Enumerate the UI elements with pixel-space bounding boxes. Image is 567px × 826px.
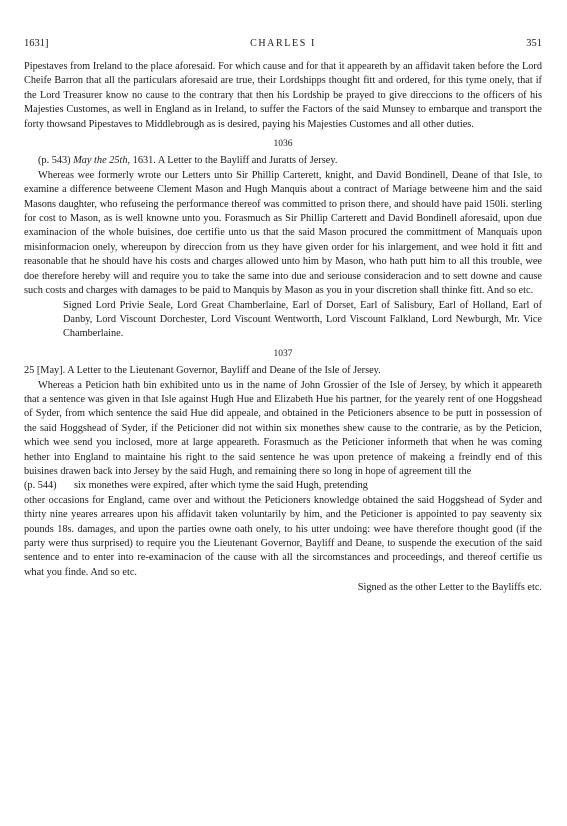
entry-1037-date: 25 [May]. bbox=[24, 365, 66, 377]
entry-1037-page-ref: (p. 544) bbox=[24, 480, 57, 492]
entry-1037-signed: Signed as the other Letter to the Bayliffs etc. bbox=[357, 582, 542, 594]
entry-1036-page-ref: (p. 543) bbox=[38, 155, 71, 167]
entry-1037-body-part3: other occasions for England, came over and without the Peticioners knowledge obtained the said Hoggshead of Syder and thirty nine yeares arreares upon his affidavit taken voluntarily by him, and the Peticioner is appointed to pay seaventy six pounds 18s. damages, and upon the parties owne oath onely, to his utter undoing: wee have therefore thought good (if the party were thus surprised) to require you the Lieutenant Governor, Bayliff and Deane, to suspende the execution of the said sentence and to enter into re-examinacion of the cause with all the sircomstances and proceedings, and thereof certifie us what you finde. And so etc. bbox=[24, 494, 542, 578]
entry-1036-date: May the 25th, bbox=[73, 155, 131, 167]
running-head-title: CHARLES I bbox=[250, 38, 316, 49]
page-body bbox=[24, 60, 542, 596]
entry-1037-body-margin-line: six monethes were expired, after which tyme the said Hugh, pretending bbox=[74, 480, 368, 492]
entry-number-1037: 1037 bbox=[273, 348, 293, 359]
entry-number-1036: 1036 bbox=[273, 139, 293, 150]
entry-1036-heading-text: 1631. A Letter to the Bayliff and Juratts of Jersey. bbox=[132, 155, 338, 167]
entry-1037-heading bbox=[24, 364, 542, 378]
entry-1037-marginal-row bbox=[24, 479, 542, 493]
entry-1037-body-part1: Whereas a Peticion hath bin exhibited unto us in the name of John Grossier of the Isle of Jersey, by which it appeareth that a sentence was given in that Isle against Hugh Hue and Elizabeth Hue his partner, for the yearely rent of one Hoggshead of Syder, from which sentence the said Hue did appeale, and obtained in the Peticioners absence to be putt in possession of the said Hoggshead of Syder, if the Peticioner did not within six monethes shew cause to the contrarie, as by the Peticion, which wee send you inclosed, more at large appeareth. Forasmuch as the Peticioner informeth that when he was coming hether into England to maintaine his right to the said sentence he was upon pretence of makeing a freindly end of this buisines drawen back into Jersey by the said Hugh, and remaining there so long in hope of agreement till the bbox=[24, 379, 542, 477]
entry-1036-signatories bbox=[63, 299, 542, 342]
entry-1037-heading-text: A Letter to the Lieutenant Governor, Bayliff and Deane of the Isle of Jersey. bbox=[67, 365, 381, 377]
entry-1036-body: Whereas wee formerly wrote our Letters unto Sir Phillip Carterett, knight, and David Bondinell, Deane of that Isle, to examine a difference betweene Clement Mason and Hugh Manquis about a contract of Mariage betweene him and the said Masons daughter, who refuseing the performance thereof was committed to prison there, and should have paid 150li. sterling for cost to Mason, as is well knowne unto you. Forasmuch as Sir Phillip Carterett and David Bondinell aforesaid, upon due examinacion of the whole buisines, doe certifie unto us that the said Mason procured the committment of Manquais upon misinformacion onely, whereupon by direccion from us they have given order for his inlargement, and wee hold it fitt and reasonable that he should have his costs and charges allowed unto him by Mason, who hath putt him to all this trouble, wee doe therefore hereby will and require you to take the same into due and seriouse consideracion and to sett downe and cause such costs and charges with damages to be paid to Manquis by Mason as you in your discretion shall thinke fitt. And so etc. bbox=[24, 169, 542, 297]
running-head-year: 1631] bbox=[24, 38, 49, 49]
entry-1036-heading bbox=[24, 154, 542, 168]
page-number: 351 bbox=[526, 38, 542, 49]
running-head bbox=[24, 38, 542, 54]
entry-1036-signed-text: Signed Lord Privie Seale, Lord Great Chamberlaine, Earl of Dorset, Earl of Salisbury, Earl of Holland, Earl of Danby, Lord Viscount Dorchester, Lord Viscount Wentworth, Lord Viscount Falkland, Lord Newburgh, Mr. Vice Chamberlaine. bbox=[63, 299, 542, 340]
intro-paragraph: Pipestaves from Ireland to the place aforesaid. For which cause and for that it appeareth by an affidavit taken before the Lord Cheife Barron that all the particulars aforesaid are true, their Lordshipps thought fitt and ordered, for this tyme onely, that if the Lord Treasurer know no cause to the contrary that then his Lordship be prayed to give direccions to the officers of his Majesties Customes, as well in England as in Ireland, to suffer the Factors of the said Munsey to embarque and transport the forty thowsand Pipestaves to Middlebrough as is desired, paying his Majesties Customes and all other duties. bbox=[24, 61, 542, 130]
